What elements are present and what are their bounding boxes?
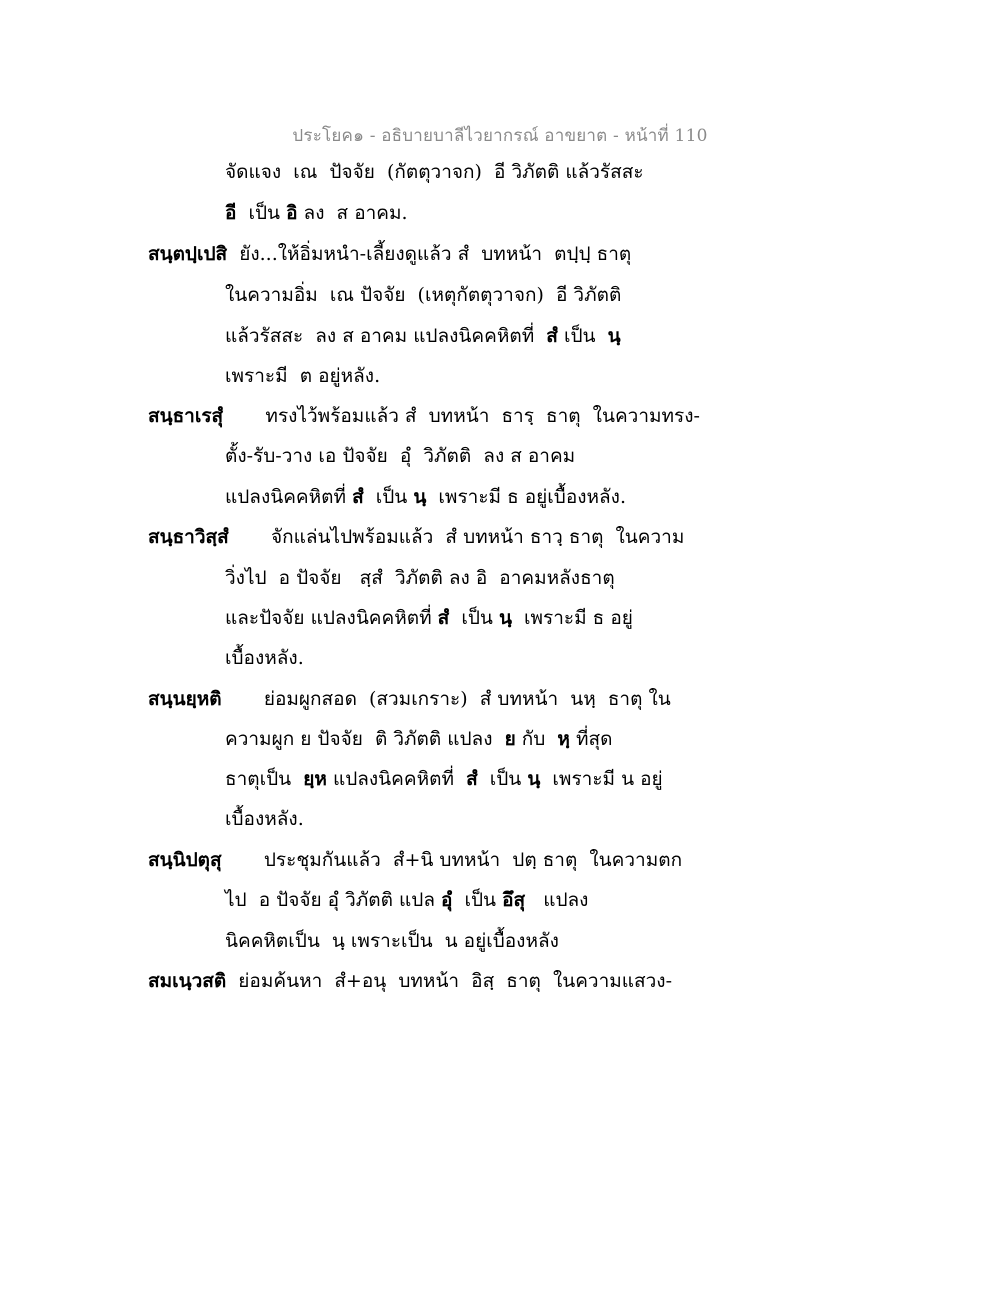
text-line (225, 807, 304, 831)
text-line (225, 444, 575, 468)
text-line (225, 606, 633, 630)
text-line (225, 727, 612, 751)
text-segment: เพราะมี น อยู่ (540, 768, 663, 790)
text-line (225, 767, 663, 791)
entry-line (148, 525, 684, 549)
text-segment: ลง ส อาคม. (297, 202, 408, 224)
text-segment: ในความอิ่ม เณ ปัจจัย (เหตุกัตตุวาจก) อี วิภัตติ (225, 284, 622, 306)
text-line (225, 160, 644, 184)
entry-line (148, 404, 700, 428)
pali-term: นฺ (413, 486, 427, 508)
text-segment: ที่สุด (569, 728, 613, 750)
text-segment: เพราะมี ธ อยู่ (511, 607, 633, 629)
entry-line (148, 848, 682, 872)
text-line (225, 485, 626, 509)
pali-term: สนฺตปฺเปสิ (148, 243, 228, 265)
pali-term: สมเนฺวสติ (148, 970, 227, 992)
pali-term: สนฺนิปตุสุ (148, 849, 222, 871)
pali-term: สํ (352, 486, 364, 508)
text-segment: แล้วรัสสะ ลง ส อาคม แปลงนิคคหิตที่ (225, 325, 547, 347)
text-segment: ธาตุเป็น (225, 768, 304, 790)
text-segment: ทรงไว้พร้อมแล้ว สํ บทหน้า ธารฺ ธาตุ ในความทรง- (223, 405, 700, 427)
text-line (225, 888, 588, 912)
pali-term: ยฺห (303, 768, 327, 790)
text-segment: วิ่งไป อ ปัจจัย สฺสํ วิภัตติ ลง อิ อาคมหลังธาตุ (225, 567, 615, 589)
text-segment: แปลงนิคคหิตที่ (326, 768, 467, 790)
text-line (225, 283, 621, 307)
text-segment: ยัง...ให้อิ่มหนำ-เลี้ยงดูแล้ว สํ บทหน้า ตปฺปฺ ธาตุ (227, 243, 632, 265)
pali-term: สนฺนยฺหติ (148, 688, 222, 710)
text-segment: ย่อมค้นหา สํ+อนุ บทหน้า อิสฺ ธาตุ ในความแสวง- (226, 970, 672, 992)
text-segment: เป็น (363, 486, 414, 508)
pali-term: สนฺธาเรสุํ (148, 405, 224, 427)
pali-term: อิ (286, 202, 298, 224)
entry-line (148, 969, 672, 993)
text-line (225, 324, 621, 348)
pali-term: นฺ (498, 607, 512, 629)
pali-term: อุํ (441, 889, 453, 911)
text-segment: เบื้องหลัง. (225, 647, 304, 669)
text-segment: ประชุมกันแล้ว สํ+นิ บทหน้า ปตฺ ธาตุ ในความตก (221, 849, 683, 871)
page-header: ประโยค๑ - อธิบายบาลีไวยากรณ์ อาขยาต - หน้าที่ 110 (292, 126, 708, 146)
text-segment: จัดแจง เณ ปัจจัย (กัตตุวาจก) อี วิภัตติ แล้วรัสสะ (225, 161, 644, 183)
text-segment: เป็น (452, 889, 503, 911)
text-segment: ตั้ง-รับ-วาง เอ ปัจจัย อุํ วิภัตติ ลง ส อาคม (225, 445, 576, 467)
text-segment: เป็น (477, 768, 528, 790)
text-segment: เบื้องหลัง. (225, 808, 304, 830)
text-segment: ไป อ ปัจจัย อุํ วิภัตติ แปล (225, 889, 441, 911)
pali-term: สํ (546, 325, 558, 347)
text-line (225, 929, 559, 953)
pali-term: สนฺธาวิสฺสํ (148, 526, 229, 548)
text-line (225, 201, 408, 225)
text-segment: เป็น (236, 202, 287, 224)
pali-term: นฺ (527, 768, 541, 790)
entry-line (148, 687, 671, 711)
text-line (225, 566, 615, 590)
pali-term: นฺ (607, 325, 621, 347)
pali-term: สํ (466, 768, 478, 790)
text-segment: แปลง (525, 889, 589, 911)
text-segment: และปัจจัย แปลงนิคคหิตที่ (225, 607, 438, 629)
pali-term: อึสุ (502, 889, 526, 911)
text-segment: กับ (515, 728, 558, 750)
entry-line (148, 242, 631, 266)
text-segment: จักแล่นไปพร้อมแล้ว สํ บทหน้า ธาวฺ ธาตุ ในความ (228, 526, 685, 548)
text-line (225, 646, 304, 670)
pali-term: หฺ (557, 728, 570, 750)
pali-term: อี (225, 202, 237, 224)
text-line (225, 364, 380, 388)
pali-term: สํ (437, 607, 450, 629)
text-segment: ย่อมผูกสอด (สวมเกราะ) สํ บทหน้า นหฺ ธาตุ ใน (221, 688, 671, 710)
text-segment: เพราะมี ต อยู่หลัง. (225, 365, 381, 387)
text-segment: เป็น (449, 607, 499, 629)
text-segment: แปลงนิคคหิตที่ (225, 486, 353, 508)
pali-term: ย (504, 728, 516, 750)
text-segment: นิคคหิตเป็น นฺ เพราะเป็น น อยู่เบื้องหลัง (225, 930, 559, 952)
text-segment: เป็น (557, 325, 608, 347)
text-segment: ความผูก ย ปัจจัย ติ วิภัตติ แปลง (225, 728, 505, 750)
text-segment: เพราะมี ธ อยู่เบื้องหลัง. (426, 486, 626, 508)
